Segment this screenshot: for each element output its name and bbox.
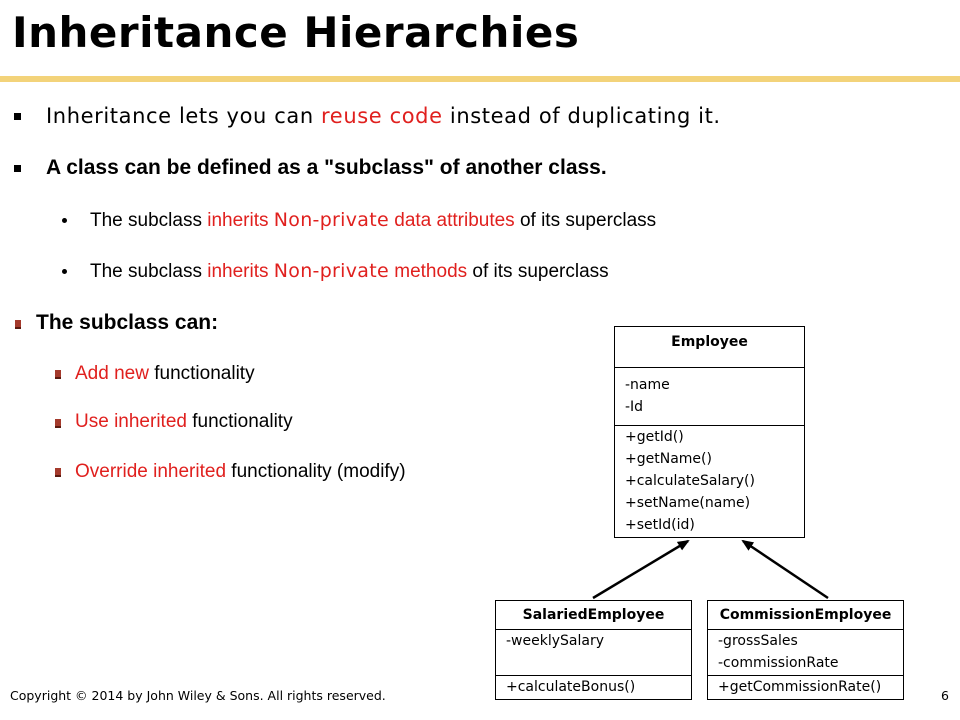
page-number: 6 xyxy=(941,688,949,703)
item-text: functionality (modify) xyxy=(226,461,406,482)
highlight-text: reuse code xyxy=(321,104,443,128)
class-name: Employee xyxy=(671,334,748,350)
item-text: functionality xyxy=(148,363,255,384)
highlight-text: Non-private xyxy=(273,260,389,282)
method: +getId() xyxy=(625,429,684,445)
attribute: -grossSales xyxy=(718,633,798,649)
bullet-text: of its superclass xyxy=(514,210,657,231)
method: +calculateSalary() xyxy=(625,473,755,489)
bullet-text: Inheritance lets you can xyxy=(46,104,322,128)
highlight-text: Add new xyxy=(75,363,149,384)
method: +getCommissionRate() xyxy=(718,679,882,695)
highlight-text: data attributes xyxy=(388,210,515,231)
bullet-subclass-definition: A class can be defined as a "subclass" of another class. xyxy=(46,156,607,179)
subclass-can-heading: The subclass can: xyxy=(36,311,219,334)
highlight-text: methods xyxy=(388,261,468,282)
attribute: -commissionRate xyxy=(718,655,839,671)
attribute: -name xyxy=(625,377,670,393)
highlight-text: Non-private xyxy=(273,209,389,231)
highlight-text: Use inherited xyxy=(75,411,187,432)
item-text: functionality xyxy=(186,411,293,432)
attribute: -Id xyxy=(625,399,644,415)
method: +getName() xyxy=(625,451,712,467)
class-name: CommissionEmployee xyxy=(719,607,892,623)
class-name: SalariedEmployee xyxy=(522,607,665,623)
method: +calculateBonus() xyxy=(506,679,636,695)
attribute: -weeklySalary xyxy=(506,633,604,649)
bullet-text: The subclass xyxy=(90,210,208,231)
copyright-footer: Copyright © 2014 by John Wiley & Sons. All rights reserved. xyxy=(10,688,386,703)
highlight-text: inherits xyxy=(207,210,274,231)
bullet-text: of its superclass xyxy=(467,261,609,282)
method: +setName(name) xyxy=(625,495,751,511)
highlight-text: Override inherited xyxy=(75,461,227,482)
method: +setId(id) xyxy=(625,517,695,533)
bullet-text: instead of duplicating it. xyxy=(442,104,721,128)
commission-inheritance-arrow xyxy=(743,541,828,598)
highlight-text: inherits xyxy=(207,261,274,282)
salaried-inheritance-arrow xyxy=(593,541,688,598)
slide-title: Inheritance Hierarchies xyxy=(12,8,580,57)
bullet-text: The subclass xyxy=(90,261,208,282)
